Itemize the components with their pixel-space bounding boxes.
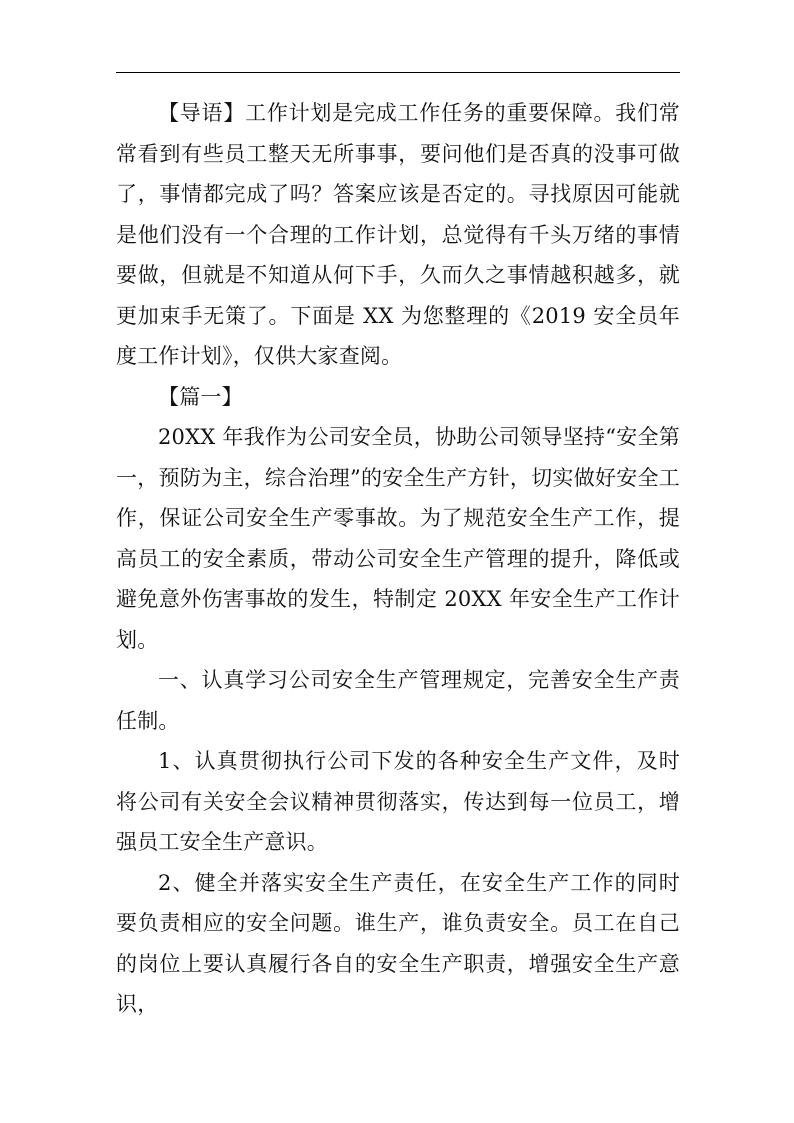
body-paragraph: 2、健全并落实安全生产责任，在安全生产工作的同时要负责相应的安全问题。谁生产，谁负责安全。员工在自己的岗位上要认真履行各自的安全生产职责，增强安全生产意识， xyxy=(116,870,680,1016)
body-paragraph: 1、认真贯彻执行公司下发的各种安全生产文件，及时将公司有关安全会议精神贯彻落实，传达到每一位员工，增强员工安全生产意识。 xyxy=(116,749,680,854)
header-rule xyxy=(116,72,680,73)
section-heading: 【篇一】 xyxy=(158,384,243,409)
body-paragraph: 一、认真学习公司安全生产管理规定，完善安全生产责任制。 xyxy=(116,668,680,733)
body-paragraph: 20XX 年我作为公司安全员，协助公司领导坚持“安全第一，预防为主，综合治理”的安全生产方针，切实做好安全工作，保证公司安全生产零事故。为了规范安全生产工作，提高员工的安全素质，带动公司安全生产管理的提升，降低或避免意外伤害事故的发生，特制定 20XX 年安全生产工作计划。 xyxy=(116,425,680,652)
document-body xyxy=(116,93,680,1025)
intro-paragraph: 【导语】工作计划是完成工作任务的重要保障。我们常常看到有些员工整天无所事事，要问他们是否真的没事可做了，事情都完成了吗？答案应该是否定的。寻找原因可能就是他们没有一个合理的工作计划，总觉得有千头万绪的事情要做，但就是不知道从何下手，久而久之事情越积越多，就更加束手无策了。下面是 XX 为您整理的《2019 安全员年度工作计划》，仅供大家查阅。 xyxy=(116,101,680,368)
